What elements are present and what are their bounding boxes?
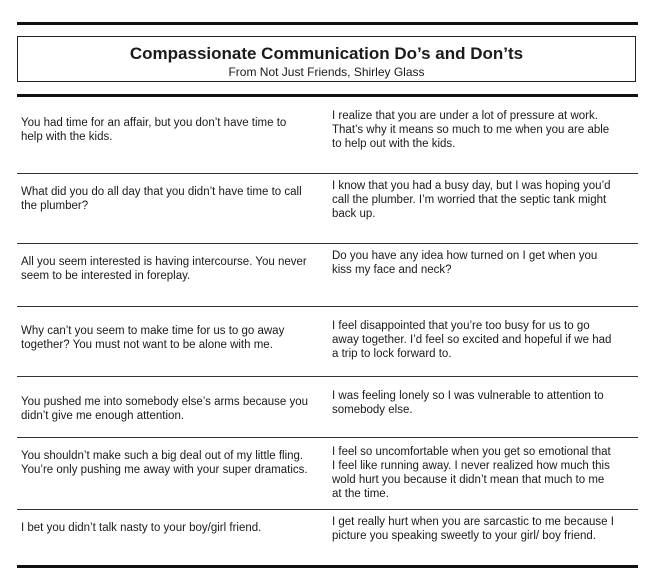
do-statement: I feel so uncomfortable when you get so emotional that I feel like running away. I never realized how much this wold hurt you because it didn’t mean that much to me at the time.	[332, 446, 611, 500]
table-row	[17, 307, 638, 377]
table-row	[17, 438, 638, 510]
table-row	[17, 377, 638, 438]
dont-statement: You pushed me into somebody else’s arms because you didn’t give me enough attention.	[21, 396, 309, 422]
do-statement: I get really hurt when you are sarcastic to me because I picture you speaking sweetly to your girl/ boy friend.	[332, 516, 614, 542]
table-row	[17, 510, 638, 565]
dont-statement: You had time for an affair, but you don’t have time to help with the kids.	[21, 117, 287, 143]
page-title: Compassionate Communication Do’s and Don’ts	[129, 44, 524, 63]
table-row	[17, 97, 638, 174]
do-statement: I know that you had a busy day, but I was hoping you’d call the plumber. I’m worried that the septic tank might back up.	[332, 180, 611, 220]
title-box	[17, 36, 636, 82]
page-subtitle: From Not Just Friends, Shirley Glass	[228, 65, 425, 79]
table-row	[17, 174, 638, 244]
dont-statement: Why can’t you seem to make time for us to go away together? You must not want to be alone with me.	[21, 325, 285, 351]
bottom-rule	[17, 565, 638, 568]
do-statement: I was feeling lonely so I was vulnerable to attention to somebody else.	[332, 390, 604, 416]
do-statement: I feel disappointed that you’re too busy for us to go away together. I’d feel so excited and hopeful if we had a trip to lock forward to.	[332, 320, 612, 360]
dont-statement: All you seem interested is having intercourse. You never seem to be interested in foreplay.	[21, 256, 307, 282]
dont-statement: What did you do all day that you didn’t have time to call the plumber?	[21, 186, 302, 212]
do-statement: I realize that you are under a lot of pressure at work. That’s why it means so much to me when you are able to help out with the kids.	[332, 110, 610, 150]
dont-statement: You shouldn’t make such a big deal out of my little fling. You’re only pushing me away with your super dramatics.	[21, 450, 308, 476]
do-statement: Do you have any idea how turned on I get when you kiss my face and neck?	[332, 250, 598, 276]
dont-statement: I bet you didn’t talk nasty to your boy/girl friend.	[21, 522, 262, 534]
table-row	[17, 244, 638, 307]
top-rule	[17, 22, 638, 25]
